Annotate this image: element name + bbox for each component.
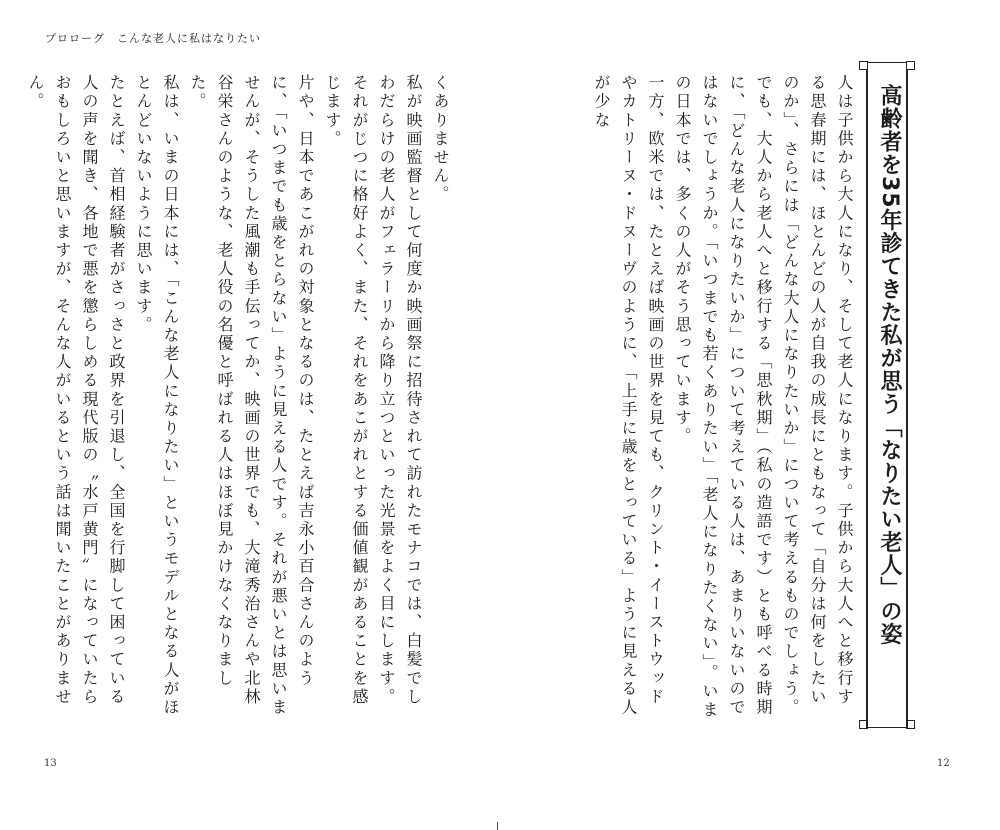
paragraph: 私が映画監督として何度か映画祭に招待されて訪れたモナコでは、白髪でしわだらけの老人がフェラーリから降り立つといった光景をよく目にします。それがじつに格好よく、また、それをあこがれとする価値観があることを感じます。 [323, 74, 423, 707]
gutter-mark [497, 822, 498, 830]
paragraph: でも、大人から老人へと移行する「思秋期」（私の造語です）とも呼べる時期に、「どんな老人になりたいか」について考えている人は、あまりいないのではないでしょうか。「いつまでも若くありたい」「老人になりたくない」。いまの日本では、多くの人がそう思っています。 [673, 74, 773, 720]
page-number-right: 12 [937, 758, 950, 769]
paragraph: 一方、欧米では、たとえば映画の世界を見ても、クリント・イーストウッドやカトリーヌ・ドヌーヴのように、「上手に歳をとっている」ように見える人が少な [592, 74, 665, 717]
right-page-body [560, 74, 858, 724]
chapter-title-box [866, 70, 908, 720]
frame-corner-ornament [859, 61, 868, 70]
page-number-left: 13 [44, 758, 57, 769]
paragraph: たとえば、首相経験者がさっさと政界を引退し、全国を行脚して困っている人の声を聞き、各地で悪を懲らしめる現代版の〝水戸黄門〟になっていたらおもしろいと思いますが、そんな人がいるという話は聞いたことがありません。 [26, 74, 126, 707]
running-head: プロローグ こんな老人に私はなりたい [45, 32, 261, 45]
frame-corner-ornament [859, 720, 868, 729]
frame-corner-ornament [906, 61, 915, 70]
paragraph: 人は子供から大人になり、そして老人になります。子供から大人へと移行する思春期には、ほとんどの人が自我の成長にともなって「自分は何をしたいのか」、さらには「どんな大人になりたいか」について考えるものでしょう。 [781, 74, 854, 717]
left-page-body [26, 74, 454, 724]
paragraph: 私は、いまの日本には、「こんな老人になりたい」というモデルとなる人がほとんどいないように思います。 [134, 74, 180, 717]
frame-corner-ornament [906, 720, 915, 729]
chapter-title: 高齢者を35年診てきた私が思う「なりたい老人」の姿 [877, 84, 902, 646]
paragraph: 片や、日本であこがれの対象となるのは、たとえば吉永小百合さんのように、「いつまでも歳をとらない」ように見える人です。それが悪いとは思いませんが、そうした風潮も手伝ってか、映画の世界でも、大滝秀治さんや北林谷栄さんのような、老人役の名優と呼ばれる人はほぼ見かけなくなりました。 [188, 74, 315, 717]
paragraph: くありません。 [431, 74, 450, 205]
